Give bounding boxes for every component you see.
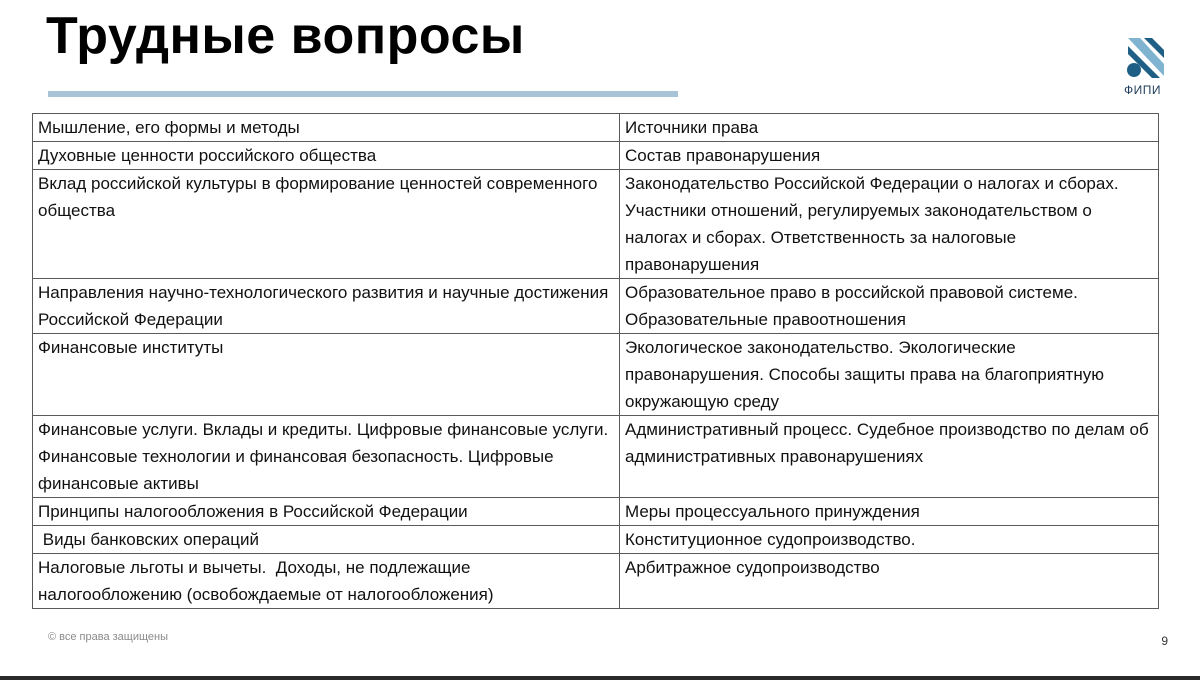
page-number: 9	[1161, 634, 1168, 648]
footer-copyright: © все права защищены	[48, 631, 169, 643]
table-cell: Арбитражное судопроизводство	[620, 554, 1159, 609]
table-row	[33, 554, 1159, 609]
topics-table	[32, 113, 1159, 609]
table-cell: Экологическое законодательство. Экологические правонарушения. Способы защиты права на благоприятную окружающую среду	[620, 334, 1159, 416]
table-cell: Меры процессуального принуждения	[620, 498, 1159, 526]
table-cell: Принципы налогообложения в Российской Федерации	[33, 498, 620, 526]
logo-text: ФИПИ	[1124, 83, 1161, 97]
table-cell: Законодательство Российской Федерации о налогах и сборах. Участники отношений, регулируемых законодательством о налогах и сборах. Ответственность за налоговые правонарушения	[620, 170, 1159, 279]
bottom-bar	[0, 676, 1200, 680]
table-cell: Мышление, его формы и методы	[33, 114, 620, 142]
table-cell: Вклад российской культуры в формирование ценностей современного общества	[33, 170, 620, 279]
table-row	[33, 526, 1159, 554]
table-cell: Налоговые льготы и вычеты. Доходы, не подлежащие налогообложению (освобождаемые от налогообложения)	[33, 554, 620, 609]
table-cell: Виды банковских операций	[33, 526, 620, 554]
table-row	[33, 498, 1159, 526]
table-cell: Состав правонарушения	[620, 142, 1159, 170]
table-cell: Конституционное судопроизводство.	[620, 526, 1159, 554]
table-row	[33, 114, 1159, 142]
table-cell: Финансовые институты	[33, 334, 620, 416]
table-cell: Источники права	[620, 114, 1159, 142]
table-cell: Духовные ценности российского общества	[33, 142, 620, 170]
slide-title: Трудные вопросы	[46, 7, 525, 65]
table-row	[33, 142, 1159, 170]
table-row	[33, 416, 1159, 498]
table-cell: Образовательное право в российской правовой системе. Образовательные правоотношения	[620, 279, 1159, 334]
table-row	[33, 279, 1159, 334]
table-row	[33, 170, 1159, 279]
title-underline	[48, 91, 678, 97]
table-cell: Финансовые услуги. Вклады и кредиты. Цифровые финансовые услуги. Финансовые технологии и финансовая безопасность. Цифровые финансовые активы	[33, 416, 620, 498]
table-cell: Административный процесс. Судебное производство по делам об административных правонарушениях	[620, 416, 1159, 498]
table-cell: Направления научно-технологического развития и научные достижения Российской Федерации	[33, 279, 620, 334]
table-row	[33, 334, 1159, 416]
